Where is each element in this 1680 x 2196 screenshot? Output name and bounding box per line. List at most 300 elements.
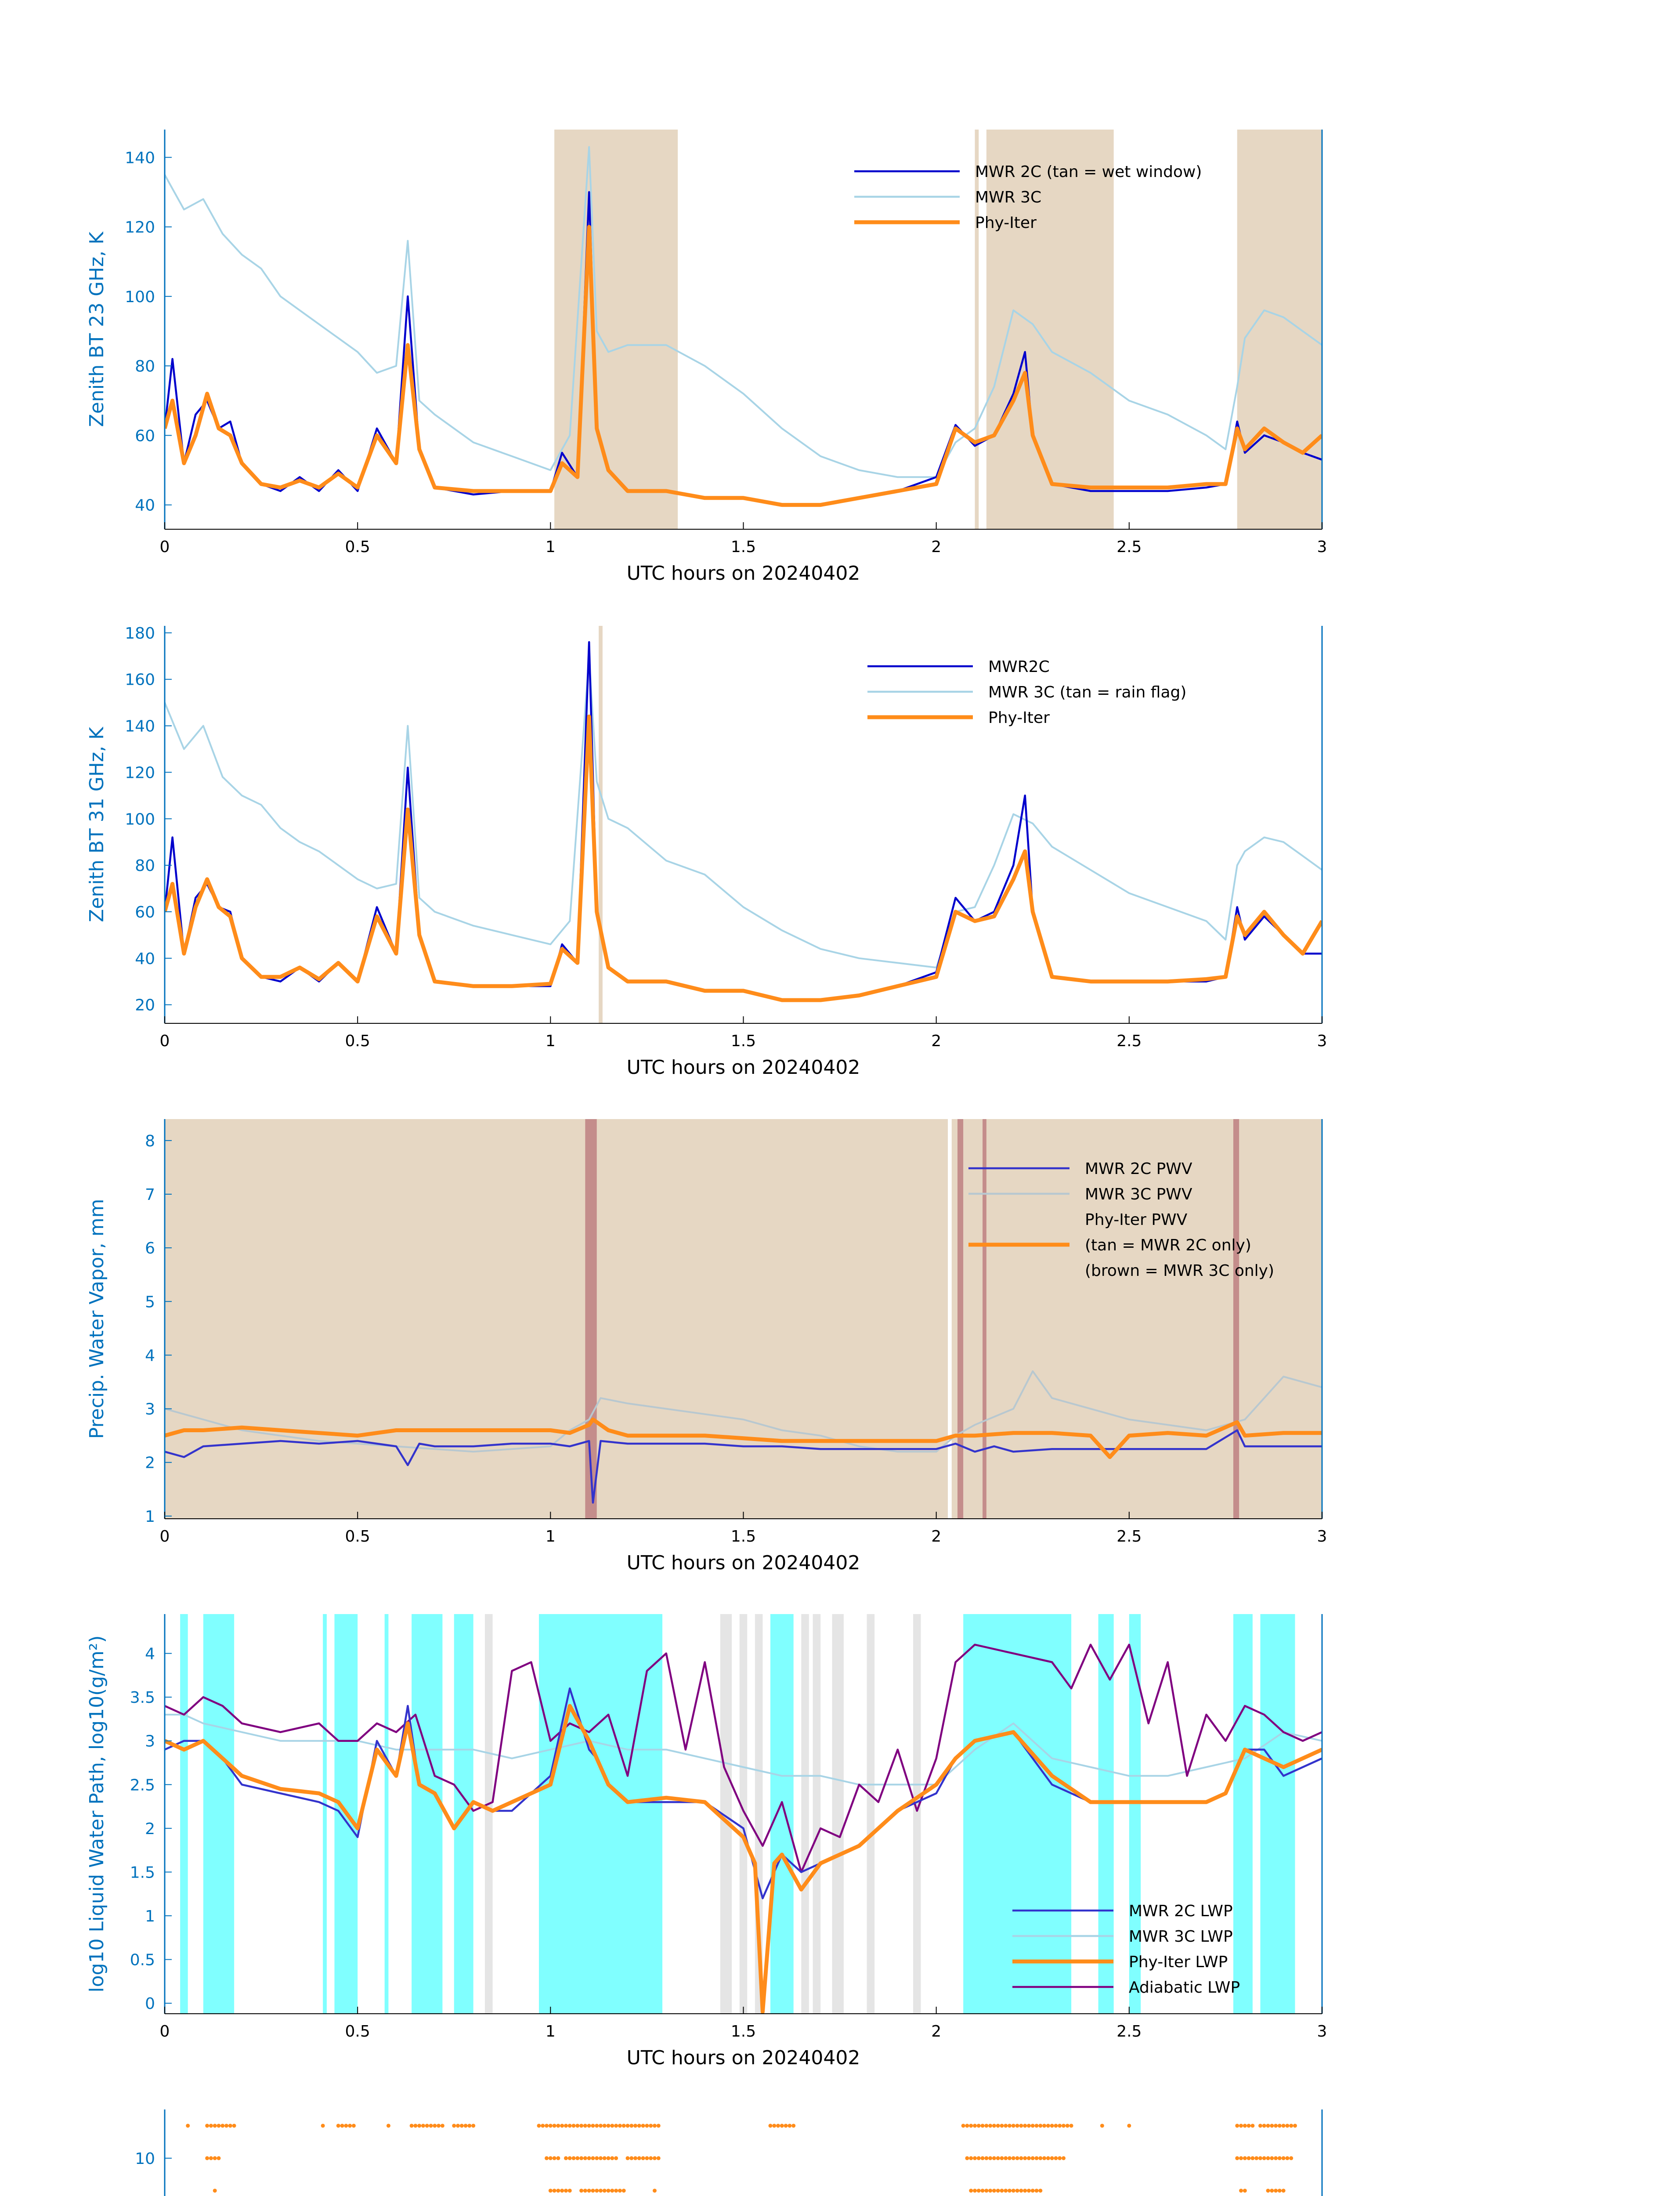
legend-entry: MWR 3C (tan = rain flag) xyxy=(988,683,1187,701)
flag-point xyxy=(413,2124,417,2127)
flag-point xyxy=(969,2156,973,2160)
flag-point xyxy=(599,2124,603,2127)
flag-point xyxy=(1019,2189,1023,2192)
flag-point xyxy=(553,2189,556,2192)
flag-point xyxy=(629,2124,633,2127)
flag-point xyxy=(977,2156,981,2160)
flag-point xyxy=(610,2124,614,2127)
flag-point xyxy=(1004,2124,1008,2127)
flag-point xyxy=(1282,2124,1286,2127)
x-tick-label: 2 xyxy=(931,1528,942,1546)
flag-point xyxy=(209,2124,213,2127)
flag-point xyxy=(1004,2156,1008,2160)
y-tick-label: 60 xyxy=(135,903,155,921)
flag-point xyxy=(591,2124,595,2127)
flag-point xyxy=(1262,2124,1266,2127)
flag-point xyxy=(437,2124,441,2127)
flag-point xyxy=(1027,2124,1031,2127)
flag-point xyxy=(772,2124,776,2127)
x-tick-label: 2.5 xyxy=(1116,1528,1142,1546)
flag-point xyxy=(1023,2156,1027,2160)
flag-point xyxy=(591,2189,595,2192)
flag-point xyxy=(1046,2156,1050,2160)
x-tick-label: 0.5 xyxy=(345,1528,370,1546)
legend-entry: (tan = MWR 2C only) xyxy=(1085,1236,1251,1254)
x-axis-label: UTC hours on 20240402 xyxy=(626,1056,860,1079)
flag-point xyxy=(1042,2124,1046,2127)
flag-point xyxy=(981,2124,985,2127)
flag-point xyxy=(1000,2124,1004,2127)
flag-point xyxy=(973,2156,977,2160)
x-tick-label: 2.5 xyxy=(1116,538,1142,556)
x-tick-label: 3 xyxy=(1317,2023,1327,2041)
flag-point xyxy=(1012,2156,1015,2160)
y-tick-label: 120 xyxy=(125,764,155,782)
x-tick-label: 1 xyxy=(545,2023,556,2041)
flag-point xyxy=(599,2156,603,2160)
flag-point xyxy=(791,2124,795,2127)
flag-point xyxy=(645,2124,649,2127)
gray-interval xyxy=(485,1614,493,2014)
flag-point xyxy=(1000,2189,1004,2192)
flag-point xyxy=(433,2124,437,2127)
flag-point xyxy=(441,2124,444,2127)
flag-point xyxy=(788,2124,791,2127)
y-tick-label: 8 xyxy=(145,1132,155,1150)
flag-point xyxy=(1270,2189,1274,2192)
flag-point xyxy=(568,2124,572,2127)
flag-point xyxy=(984,2124,988,2127)
brown-interval xyxy=(957,1119,963,1519)
legend-entry: MWR 2C PWV xyxy=(1085,1160,1192,1178)
shaded-interval xyxy=(599,626,603,1023)
flag-point xyxy=(610,2189,614,2192)
flag-point xyxy=(1008,2156,1012,2160)
x-tick-label: 1.5 xyxy=(730,1528,756,1546)
flag-point xyxy=(336,2124,340,2127)
flag-point xyxy=(410,2124,414,2127)
flag-point xyxy=(1050,2124,1054,2127)
legend-entry: MWR 3C PWV xyxy=(1085,1185,1192,1203)
flag-point xyxy=(1250,2156,1254,2160)
x-tick-label: 2 xyxy=(931,2023,942,2041)
flag-point xyxy=(626,2156,630,2160)
series-line-mwr-3c-tan-rain-flag- xyxy=(165,656,1322,968)
flag-point xyxy=(1239,2156,1243,2160)
legend xyxy=(867,658,1186,727)
flag-point xyxy=(224,2124,228,2127)
x-tick-label: 2.5 xyxy=(1116,1032,1142,1050)
flag-point xyxy=(657,2156,661,2160)
flag-point xyxy=(595,2124,599,2127)
flag-point xyxy=(1000,2156,1004,2160)
y-tick-label: 2.5 xyxy=(130,1776,155,1795)
flag-point xyxy=(348,2124,352,2127)
x-tick-label: 1.5 xyxy=(730,538,756,556)
legend-entry: MWR2C xyxy=(988,658,1050,676)
flag-point xyxy=(1038,2189,1042,2192)
y-tick-label: 140 xyxy=(125,149,155,167)
flag-point xyxy=(352,2124,356,2127)
flag-point xyxy=(641,2124,645,2127)
flag-point xyxy=(645,2156,649,2160)
flag-point xyxy=(961,2124,965,2127)
flag-point xyxy=(1008,2124,1012,2127)
flag-point xyxy=(969,2124,973,2127)
flag-point xyxy=(541,2124,545,2127)
x-tick-label: 0.5 xyxy=(345,2023,370,2041)
flag-point xyxy=(622,2124,626,2127)
flag-point xyxy=(564,2156,568,2160)
flag-point xyxy=(633,2124,637,2127)
flag-point xyxy=(560,2189,564,2192)
flag-point xyxy=(1058,2124,1062,2127)
flag-point xyxy=(425,2124,429,2127)
flag-point xyxy=(1015,2156,1019,2160)
flag-point xyxy=(653,2124,657,2127)
x-tick-label: 1.5 xyxy=(730,2023,756,2041)
flag-point xyxy=(603,2156,607,2160)
flag-point xyxy=(984,2156,988,2160)
x-tick-label: 0 xyxy=(159,2023,170,2041)
flag-point xyxy=(1035,2156,1039,2160)
y-tick-label: 5 xyxy=(145,1293,155,1311)
legend-entry: Phy-Iter LWP xyxy=(1129,1953,1228,1971)
flag-point xyxy=(321,2124,325,2127)
flag-point xyxy=(657,2124,661,2127)
flag-point xyxy=(232,2124,236,2127)
flag-point xyxy=(564,2124,568,2127)
flag-point xyxy=(996,2189,1000,2192)
flag-point xyxy=(1278,2124,1282,2127)
x-tick-label: 1 xyxy=(545,1528,556,1546)
flag-point xyxy=(421,2124,425,2127)
flag-point xyxy=(556,2189,560,2192)
flag-point xyxy=(1035,2189,1039,2192)
flag-point xyxy=(205,2156,209,2160)
flag-point xyxy=(977,2189,981,2192)
legend-entry: MWR 2C LWP xyxy=(1129,1902,1233,1920)
flag-point xyxy=(549,2189,553,2192)
flag-point xyxy=(1262,2156,1266,2160)
flag-point xyxy=(1004,2189,1008,2192)
flag-point xyxy=(568,2189,572,2192)
flag-point xyxy=(1031,2156,1035,2160)
flag-point xyxy=(186,2124,190,2127)
cyan-interval xyxy=(539,1614,662,2014)
y-tick-label: 160 xyxy=(125,671,155,689)
flag-point xyxy=(1012,2189,1015,2192)
flag-point xyxy=(1023,2124,1027,2127)
flag-point xyxy=(213,2124,217,2127)
y-tick-label: 10 xyxy=(135,2149,155,2168)
flag-point xyxy=(1031,2189,1035,2192)
flag-point xyxy=(603,2124,607,2127)
gray-interval xyxy=(813,1614,821,2014)
flag-point xyxy=(637,2156,641,2160)
flag-point xyxy=(340,2124,344,2127)
flag-point xyxy=(649,2156,653,2160)
flag-point xyxy=(1127,2124,1131,2127)
flag-point xyxy=(622,2189,626,2192)
flag-point xyxy=(1243,2156,1247,2160)
flag-point xyxy=(553,2124,556,2127)
series-line-phy-iter xyxy=(165,716,1322,1000)
flag-point xyxy=(1258,2156,1262,2160)
flag-point xyxy=(1285,2156,1289,2160)
flag-point xyxy=(1046,2124,1050,2127)
gray-interval xyxy=(913,1614,921,2014)
y-tick-label: 6 xyxy=(145,1239,155,1258)
chart-panel-1 xyxy=(86,130,1327,585)
y-axis-label: Zenith BT 31 GHz, K xyxy=(86,727,108,922)
flag-point xyxy=(545,2124,549,2127)
flag-point xyxy=(471,2124,475,2127)
flag-point xyxy=(992,2124,996,2127)
y-tick-label: 120 xyxy=(125,218,155,237)
flag-point xyxy=(205,2124,209,2127)
flag-point xyxy=(583,2156,587,2160)
cyan-interval xyxy=(1260,1614,1295,2014)
cyan-interval xyxy=(963,1614,1071,2014)
flag-point xyxy=(549,2156,553,2160)
flag-point xyxy=(553,2156,556,2160)
flag-point xyxy=(587,2124,591,2127)
x-tick-label: 3 xyxy=(1317,538,1327,556)
flag-point xyxy=(977,2124,981,2127)
flag-point xyxy=(545,2156,549,2160)
x-tick-label: 0.5 xyxy=(345,1032,370,1050)
flag-point xyxy=(217,2124,220,2127)
flag-point xyxy=(1274,2156,1278,2160)
flag-point xyxy=(575,2124,579,2127)
flag-point xyxy=(564,2189,568,2192)
flag-point xyxy=(626,2124,630,2127)
y-tick-label: 0.5 xyxy=(130,1951,155,1969)
flag-point xyxy=(633,2156,637,2160)
flag-point xyxy=(965,2124,969,2127)
x-tick-label: 0.5 xyxy=(345,538,370,556)
legend xyxy=(854,163,1202,232)
cyan-interval xyxy=(1233,1614,1253,2014)
y-tick-label: 3 xyxy=(145,1400,155,1419)
y-tick-label: 3 xyxy=(145,1732,155,1751)
flag-point xyxy=(213,2189,217,2192)
x-tick-label: 2 xyxy=(931,538,942,556)
flag-point xyxy=(1247,2124,1251,2127)
brown-interval xyxy=(983,1119,986,1519)
flag-point xyxy=(595,2156,599,2160)
legend-entry: MWR 3C xyxy=(975,188,1042,206)
flag-point xyxy=(618,2124,622,2127)
y-tick-label: 3.5 xyxy=(130,1689,155,1707)
series-line-mwr-2c-tan-wet-window- xyxy=(165,192,1322,505)
flag-point xyxy=(1266,2189,1270,2192)
x-tick-label: 0 xyxy=(159,538,170,556)
flag-point xyxy=(572,2124,576,2127)
flag-point xyxy=(1066,2124,1069,2127)
legend-entry: Phy-Iter xyxy=(988,709,1050,727)
flag-point xyxy=(992,2189,996,2192)
tan-interval xyxy=(963,1119,1322,1519)
gray-interval xyxy=(801,1614,809,2014)
y-axis-label: Precip. Water Vapor, mm xyxy=(86,1199,108,1439)
chart-panel-3 xyxy=(86,1119,1327,1574)
flag-point xyxy=(579,2189,583,2192)
flag-point xyxy=(996,2156,1000,2160)
flag-point xyxy=(1285,2124,1289,2127)
y-tick-label: 2 xyxy=(145,1820,155,1838)
flag-point xyxy=(1278,2189,1282,2192)
flag-point xyxy=(595,2189,599,2192)
flag-point xyxy=(1274,2124,1278,2127)
flag-point xyxy=(1266,2124,1270,2127)
flag-point xyxy=(1027,2189,1031,2192)
flag-point xyxy=(1019,2124,1023,2127)
x-tick-label: 1 xyxy=(545,538,556,556)
flag-point xyxy=(1243,2189,1247,2192)
y-tick-label: 1.5 xyxy=(130,1864,155,1882)
chart-panel-4 xyxy=(86,1614,1327,2069)
y-tick-label: 0 xyxy=(145,1995,155,2013)
flag-point xyxy=(556,2156,560,2160)
y-tick-label: 100 xyxy=(125,810,155,829)
flag-point xyxy=(614,2156,618,2160)
flag-point xyxy=(1270,2124,1274,2127)
flag-point xyxy=(1050,2156,1054,2160)
flag-point xyxy=(417,2124,421,2127)
flag-point xyxy=(1038,2124,1042,2127)
flag-point xyxy=(992,2156,996,2160)
legend-entry: MWR 3C LWP xyxy=(1129,1928,1233,1946)
flag-point xyxy=(981,2156,985,2160)
flag-point xyxy=(780,2124,784,2127)
x-tick-label: 2.5 xyxy=(1116,2023,1142,2041)
flag-point xyxy=(583,2124,587,2127)
flag-point xyxy=(467,2124,471,2127)
y-tick-label: 100 xyxy=(125,288,155,306)
flag-point xyxy=(213,2156,217,2160)
flag-point xyxy=(344,2124,348,2127)
flag-point xyxy=(217,2156,220,2160)
flag-point xyxy=(629,2156,633,2160)
flag-point xyxy=(1258,2124,1262,2127)
x-tick-label: 0 xyxy=(159,1528,170,1546)
y-tick-label: 40 xyxy=(135,496,155,515)
legend-entry: Adiabatic LWP xyxy=(1129,1979,1240,1997)
plot-area xyxy=(165,130,1322,529)
x-tick-label: 1.5 xyxy=(730,1032,756,1050)
flag-point xyxy=(653,2189,657,2192)
y-tick-label: 80 xyxy=(135,358,155,376)
flag-point xyxy=(560,2124,564,2127)
flag-point xyxy=(1250,2124,1254,2127)
flag-point xyxy=(1054,2156,1058,2160)
flag-point xyxy=(973,2124,977,2127)
flag-point xyxy=(1270,2156,1274,2160)
tan-interval xyxy=(165,1119,948,1519)
flag-point xyxy=(649,2124,653,2127)
brown-interval xyxy=(1233,1119,1239,1519)
y-axis-label: Zenith BT 23 GHz, K xyxy=(86,231,108,427)
flag-point xyxy=(1015,2124,1019,2127)
flag-point xyxy=(387,2124,390,2127)
flag-point xyxy=(996,2124,1000,2127)
flag-point xyxy=(575,2156,579,2160)
flag-point xyxy=(1069,2124,1073,2127)
flag-point xyxy=(599,2189,603,2192)
cyan-interval xyxy=(770,1614,794,2014)
x-tick-label: 1 xyxy=(545,1032,556,1050)
flag-point xyxy=(1100,2124,1104,2127)
flag-point xyxy=(549,2124,553,2127)
flag-point xyxy=(456,2124,460,2127)
flag-point xyxy=(981,2189,985,2192)
cyan-interval xyxy=(203,1614,234,2014)
flag-point xyxy=(610,2156,614,2160)
flag-point xyxy=(1274,2189,1278,2192)
flag-point xyxy=(768,2124,772,2127)
flag-point xyxy=(220,2124,224,2127)
flag-point xyxy=(1031,2124,1035,2127)
flag-point xyxy=(969,2189,973,2192)
chart-panel-5 xyxy=(86,2109,1327,2196)
flag-point xyxy=(603,2189,607,2192)
flag-point xyxy=(1235,2124,1239,2127)
flag-point xyxy=(784,2124,788,2127)
flag-point xyxy=(1038,2156,1042,2160)
y-axis-label: log10 Liquid Water Path, log10(g/m²) xyxy=(86,1635,108,1993)
flag-point xyxy=(614,2124,618,2127)
flag-point xyxy=(607,2124,611,2127)
legend-entry: Phy-Iter xyxy=(975,214,1037,232)
plot-area xyxy=(163,2124,1324,2196)
flag-point xyxy=(984,2189,988,2192)
gray-interval xyxy=(832,1614,844,2014)
flag-point xyxy=(587,2189,591,2192)
flag-point xyxy=(1008,2189,1012,2192)
series-line-mwr-3c xyxy=(165,147,1322,477)
y-tick-label: 1 xyxy=(145,1507,155,1526)
flag-point xyxy=(1243,2124,1247,2127)
plot-area xyxy=(165,1119,1322,1519)
flag-point xyxy=(1062,2156,1066,2160)
flag-point xyxy=(1015,2189,1019,2192)
flag-point xyxy=(1012,2124,1015,2127)
flag-point xyxy=(988,2124,992,2127)
flag-point xyxy=(228,2124,232,2127)
flag-point xyxy=(572,2156,576,2160)
y-tick-label: 20 xyxy=(135,996,155,1015)
flag-point xyxy=(653,2156,657,2160)
x-tick-label: 2 xyxy=(931,1032,942,1050)
flag-point xyxy=(988,2189,992,2192)
x-tick-label: 0 xyxy=(159,1032,170,1050)
x-axis-label: UTC hours on 20240402 xyxy=(626,562,860,585)
y-tick-label: 40 xyxy=(135,950,155,968)
y-tick-label: 80 xyxy=(135,857,155,875)
flag-point xyxy=(973,2189,977,2192)
tan-interval xyxy=(952,1119,957,1519)
y-tick-label: 1 xyxy=(145,1907,155,1925)
flag-point xyxy=(1058,2156,1062,2160)
flag-point xyxy=(776,2124,780,2127)
flag-point xyxy=(583,2189,587,2192)
flag-point xyxy=(587,2156,591,2160)
y-tick-label: 7 xyxy=(145,1186,155,1204)
x-axis-label: UTC hours on 20240402 xyxy=(626,2047,860,2069)
flag-point xyxy=(1235,2156,1239,2160)
